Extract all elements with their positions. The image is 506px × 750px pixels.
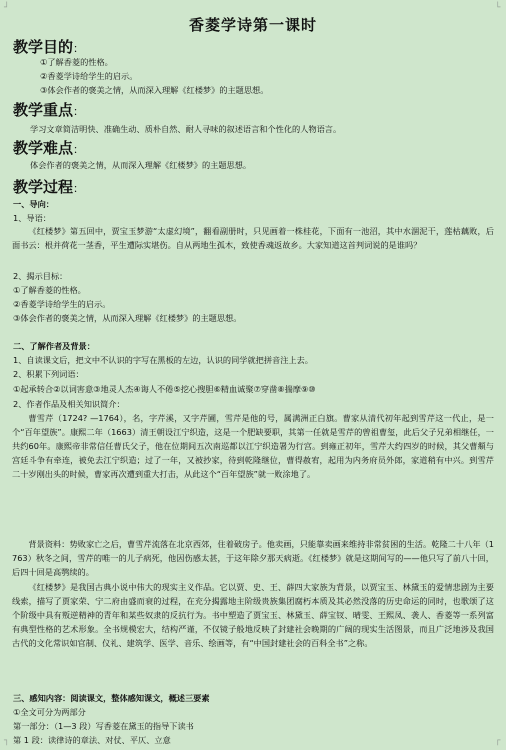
objective-item: ③体会作者的褒美之情，从而深入理解《红楼梦》的主题思想。	[40, 85, 269, 95]
goal-item: ③体会作者的褒美之情，从而深入理解《红楼梦》的主题思想。	[13, 313, 242, 323]
key-points-heading: 教学重点：	[13, 101, 85, 119]
objective-item: ①了解香菱的性格。	[40, 57, 113, 67]
section-2-title: 二、了解作者及背景：	[13, 341, 95, 351]
objective-item: ②香菱学诗给学生的启示。	[40, 71, 138, 81]
section-2-item-2: 2、积累下列词语：	[13, 369, 84, 379]
section-3-item-1: ①全文可分为两部分	[13, 707, 86, 717]
key-points-text: 学习文章简洁明快、准确生动、质朴自然、耐人寻味的叙述语言和个性化的人物语言。	[30, 124, 342, 134]
section-2-item-3: 2、作者作品及相关知识简介：	[13, 399, 125, 409]
difficulties-text: 体会作者的褒美之情，从而深入理解《红楼梦》的主题思想。	[30, 160, 252, 170]
section-2-item-1: 1、自读课文后，把文中不认识的字写在黑板的左边，认识的同学就把拼音注上去。	[13, 355, 313, 365]
novel-paragraph: 《红楼梦》是我国古典小说中伟大的现实主义作品。它以贾、史、王、薛四大家族为背景，以贾宝玉、林黛玉的爱情悲剧为主要线索，描写了贾家荣、宁二府由盛而衰的过程，在充分揭露地主阶级贵族集团腐朽本质及其必然没落的历史命运的同时，也歌颂了这个阶级中具有叛逆精神的青年和某些奴隶的反抗行为。书中塑造了贾宝玉、林黛玉、薛宝钗、晴雯、王熙凤、袭人、香菱等一系列富有典型性格的艺术形象。全书规模宏大，结构严谨，不仅镜子般地反映了封建社会晚期的广阔的现实生活图景，而且广泛地涉及我国古代的文化常识如官制、仪礼、建筑学、医学、音乐、绘画等，有“中国封建社会的百科全书”之称。	[12, 582, 494, 649]
corner-mark-top-right: └	[495, 3, 501, 13]
corner-mark-bottom-right: ┌	[495, 736, 501, 746]
difficulties-heading: 教学难点：	[13, 139, 85, 157]
author-paragraph: 曹雪芹（1724? —1764），名，字芹溪，又字芹圃，雪芹是他的号，属满洲正白旗。曹家从清代初年起到雪芹这一代止，是一个“百年望族”。康熙二年（1663）清王朝设江宁织造，这是一个肥缺要职，其第一任就是雪芹的曾祖曹玺，此后父子兄弟相继任，一共约60年。康熙帝非常信任曹氏父子，他在位期间五次南巡都以江宁织造署为行宫。到雍正初年，雪芹大约四岁的时候，其父曹頫与宫廷斗争有牵连，被免去江宁织造；过了一年，又被抄家，待到乾隆继位，曹得赦宥，起用为内务府员外郎，家道稍有中兴。到雪芹二十岁刚出头的时候，曹家再次遭到重大打击，从此这个“百年望族”就一败涂地了。	[12, 413, 494, 480]
section-3-item-2: 第一部分：（1—3 段）写香菱在黛玉的指导下读书	[13, 721, 194, 731]
section-1-item-2: 2、揭示目标：	[13, 271, 68, 281]
document-title: 香菱学诗第一课时	[188, 16, 317, 34]
goal-item: ②香菱学诗给学生的启示。	[13, 299, 111, 309]
section-1-title: 一、导向：	[13, 199, 54, 209]
section-1-item-1: 1、导语：	[13, 213, 51, 223]
goal-item: ①了解香菱的性格。	[13, 285, 86, 295]
section-3-item-3: 第 1 段：读律诗的章法、对仗、平仄、立意	[13, 735, 171, 745]
background-paragraph: 背景资料：势败家亡之后，曹雪芹流落在北京西郊，住着破房子。他卖画，只能靠卖画来维持非常贫困的生活。乾隆二十八年（1763）秋冬之间，雪芹的唯一的儿子病死，他因伤感太甚，于这年除夕那天病逝。《红楼梦》就是这期间写的——他只写了前八十回，后四十回是高鹗续的。	[12, 539, 494, 578]
intro-paragraph: 《红楼梦》第五回中，贾宝玉梦游“太虚幻境”，翻看副册时，只见画着一株桂花，下面有一池沼，其中水涸泥干，莲枯藕败，后面书云：根并荷花一茎香，平生遭际实堪伤。自从两地生孤木，致使香魂返故乡。大家知道这首判词说的是谁吗？	[12, 226, 494, 251]
section-3-title: 三、感知内容：阅读课文，整体感知课文，概述三要素	[13, 693, 210, 703]
process-heading: 教学过程：	[13, 178, 85, 196]
corner-mark-bottom-left: ┐	[4, 736, 10, 746]
vocabulary-words: ①起承转合②以词害意③地灵人杰④诲人不倦⑤挖心搜胆⑥精血诚聚⑦穿凿⑧揣摩⑨⑩	[13, 384, 316, 394]
corner-mark-top-left: ┘	[4, 3, 10, 13]
objectives-heading: 教学目的：	[13, 38, 85, 56]
